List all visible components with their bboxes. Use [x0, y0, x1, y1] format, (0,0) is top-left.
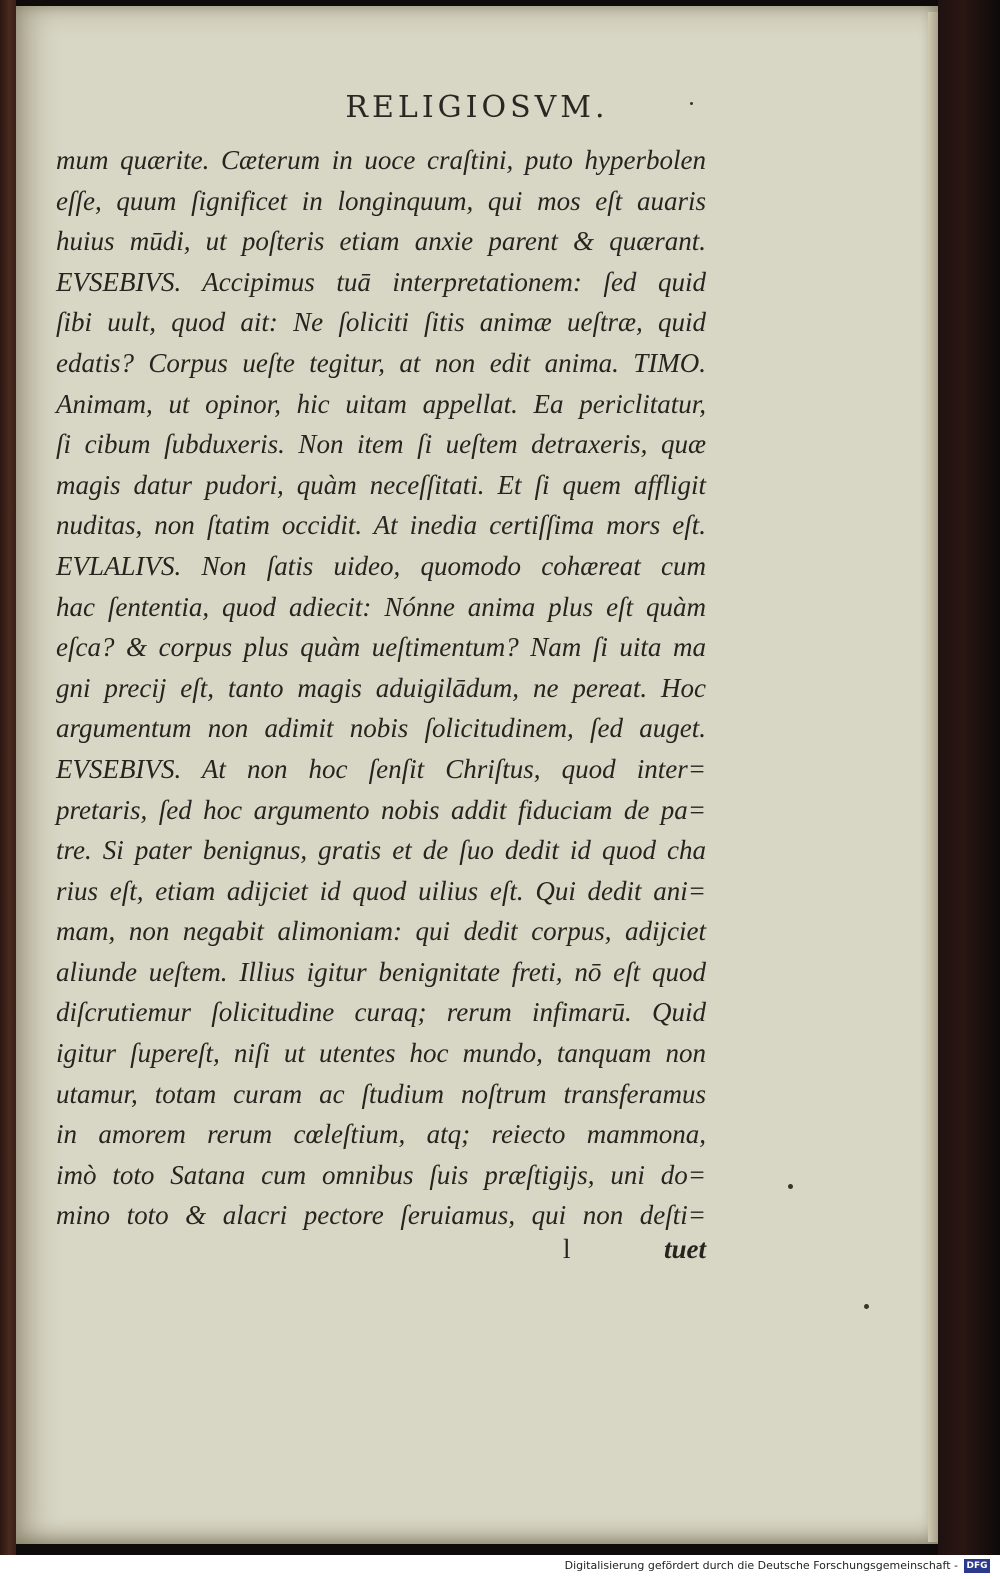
text-line: ſibi uult, quod ait: Ne ſoliciti ſitis animæ ueſtræ, quid	[56, 307, 706, 338]
footer-bar	[0, 1555, 1000, 1579]
text-line: igitur ſupereſt, niſi ut utentes hoc mundo, tanquam non	[56, 1038, 706, 1069]
text-line: huius mūdi, ut poſteris etiam anxie parent & quærant.	[56, 226, 706, 257]
text-line: aliunde ueſtem. Illius igitur benignitate freti, nō eſt quod	[56, 956, 706, 987]
ink-speck	[864, 1304, 869, 1309]
text-line: tre. Si pater benignus, gratis et de ſuo dedit id quod cha	[56, 835, 706, 866]
text-line: mino toto & alacri pectore ſeruiamus, qui non deſti=	[56, 1200, 706, 1231]
ink-speck	[788, 1184, 793, 1189]
text-line: utamur, totam curam ac ſtudium noſtrum transferamus	[56, 1078, 706, 1109]
text-line: imò toto Satana cum omnibus ſuis præſtigijs, uni do=	[56, 1159, 706, 1190]
body-text	[56, 140, 706, 1236]
text-line: hac ſententia, quod adiecit: Nónne anima plus eſt quàm	[56, 591, 706, 622]
text-line: pretaris, ſed hoc argumento nobis addit fiduciam de pa=	[56, 794, 706, 825]
book-cover-right-edge	[938, 0, 1000, 1555]
text-line: in amorem rerum cœleſtium, atq; reiecto mammona,	[56, 1119, 706, 1150]
book-page	[16, 6, 938, 1544]
signature-line	[56, 1234, 706, 1274]
text-line: diſcrutiemur ſolicitudine curaq; rerum infimarū. Quid	[56, 997, 706, 1028]
text-line: Animam, ut opinor, hic uitam appellat. Ea periclitatur,	[56, 388, 706, 419]
text-line: eſca? & corpus plus quàm ueſtimentum? Nam ſi uita ma	[56, 632, 706, 663]
text-line: edatis? Corpus ueſte tegitur, at non edit anima. TIMO.	[56, 347, 706, 378]
text-line: eſſe, quum ſignificet in longinquum, qui mos eſt auaris	[56, 185, 706, 216]
funding-credit: Digitalisierung gefördert durch die Deutsche Forschungsgemeinschaft -	[564, 1559, 958, 1572]
text-line: mam, non negabit alimoniam: qui dedit corpus, adijciet	[56, 916, 706, 947]
catchword: tuet	[663, 1234, 706, 1264]
book-cover-left-edge	[0, 0, 16, 1579]
ink-speck	[690, 102, 693, 105]
text-line: ſi cibum ſubduxeris. Non item ſi ueſtem detraxeris, quæ	[56, 429, 706, 460]
text-line: EVSEBIVS. Accipimus tuā interpretationem: ſed quid	[56, 266, 706, 297]
text-line: EVSEBIVS. At non hoc ſenſit Chriſtus, quod inter=	[56, 753, 706, 784]
text-line: argumentum non adimit nobis ſolicitudinem, ſed auget.	[56, 713, 706, 744]
text-line: nuditas, non ſtatim occidit. At inedia certiſſima mors eſt.	[56, 510, 706, 541]
text-line: rius eſt, etiam adijciet id quod uilius eſt. Qui dedit ani=	[56, 875, 706, 906]
signature-mark: l	[563, 1234, 571, 1264]
text-line: gni precij eſt, tanto magis aduigilādum, ne pereat. Hoc	[56, 672, 706, 703]
text-line: EVLALIVS. Non ſatis uideo, quomodo cohæreat cum	[56, 550, 706, 581]
text-line: mum quærite. Cæterum in uoce craſtini, puto hyperbolen	[56, 145, 706, 175]
text-line: magis datur pudori, quàm neceſſitati. Et ſi quem affligit	[56, 469, 706, 500]
running-head: RELIGIOSVM.	[345, 90, 609, 125]
dfg-logo-icon: DFG	[964, 1559, 990, 1573]
page-fore-edge	[928, 12, 938, 1542]
